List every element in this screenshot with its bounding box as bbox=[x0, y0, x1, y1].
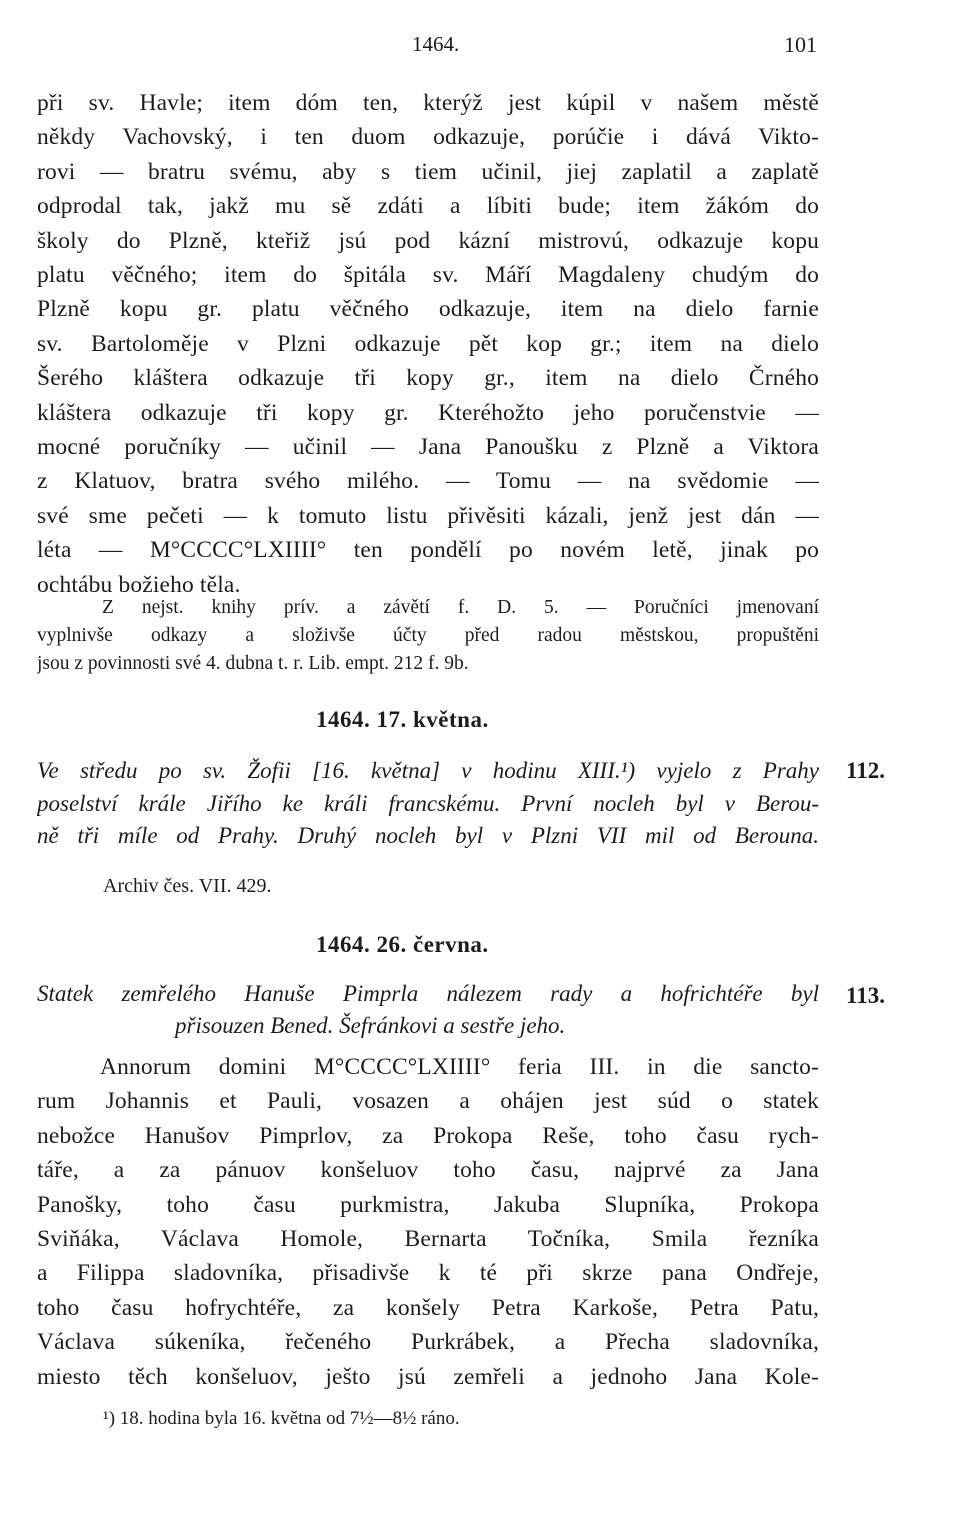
footnote: ¹) 18. hodina byla 16. května od 7½—8½ ráno. bbox=[103, 1408, 460, 1429]
text-line: Sviňáka, Václava Homole, Bernarta Točníka, Smila řezníka bbox=[37, 1226, 819, 1253]
text-line: kláštera odkazuje tři kopy gr. Kteréhožto jeho poručenstvie — bbox=[37, 399, 819, 426]
page-number: 101 bbox=[784, 32, 817, 57]
text-line: někdy Vachovský, i ten duom odkazuje, porúčie i dává Vikto- bbox=[37, 124, 819, 151]
text-line: platu věčného; item do špitála sv. Máří Magdaleny chudým do bbox=[37, 262, 819, 289]
text-line: školy do Plzně, kteřiž jsú pod kázní mistrovú, odkazuje kopu bbox=[37, 227, 819, 254]
entry-heading-113: 1464. 26. června. bbox=[316, 932, 489, 957]
text-line: toho času hofrychtéřе, za konšely Petra Karkoše, Petra Patu, bbox=[37, 1294, 819, 1321]
text-line: Václava súkeníka, řečeného Purkrábek, a Přecha sladovníka, bbox=[37, 1329, 819, 1356]
text-line: Annorum domini M°CCCC°LXIIII° feria III. in die sancto- bbox=[100, 1054, 819, 1080]
entry-number-113: 113. bbox=[846, 983, 885, 1008]
text-line: odprodal tak, jakž mu sě zdáti a líbiti bude; item žákóm do bbox=[37, 193, 819, 220]
text-line: sv. Bartoloměje v Plzni odkazuje pět kop gr.; item na dielo bbox=[37, 330, 819, 357]
page-header bbox=[0, 32, 960, 62]
note-line: jsou z povinnosti své 4. dubna t. r. Lib. empt. 212 f. 9b. bbox=[37, 653, 469, 674]
title-line: Statek zemřelého Hanuše Pimprla nálezem rady a hofrichtéře byl bbox=[37, 981, 819, 1006]
paragraph-will-continuation bbox=[37, 86, 819, 602]
title-line: ně tři míle od Prahy. Druhý nocleh byl v Plzni VII mil od Berouna. bbox=[37, 823, 819, 848]
entry-title-112 bbox=[37, 755, 819, 853]
title-line: přisouzen Bened. Šefránkovi a sestře jeho. bbox=[175, 1013, 566, 1038]
text-line: mocné poručníky — učinil — Jana Panoušku z Plzně a Viktora bbox=[37, 434, 819, 461]
source-note bbox=[37, 594, 819, 678]
entry-heading-112: 1464. 17. května. bbox=[316, 707, 489, 732]
text-line: rum Johannis et Pauli, vosazen a ohájen jest súd o statek bbox=[37, 1088, 819, 1115]
text-line: své sme pečeti — k tomuto listu přivěsiti kázali, jenž jest dán — bbox=[37, 502, 819, 529]
text-line: tářе, a za pánuov konšeluov toho času, najprvé za Jana bbox=[37, 1157, 819, 1184]
text-line: nebožce Hanušov Pimprlov, za Prokopa Reše, toho času rych- bbox=[37, 1122, 819, 1149]
text-line: miesto těch konšeluov, ješto jsú zemřeli a jednoho Jana Kole- bbox=[37, 1363, 819, 1390]
source-reference-112: Archiv čes. VII. 429. bbox=[103, 875, 272, 897]
text-line: rovi — bratru svému, aby s tiem učinil, jiej zaplatil a zaplatě bbox=[37, 158, 819, 185]
title-line: Ve středu po sv. Žofii [16. května] v hodinu XIII.¹) vyjelo z Prahy bbox=[37, 758, 819, 783]
paragraph-entry-113 bbox=[37, 1050, 819, 1394]
text-line: ochtábu božieho těla. bbox=[37, 571, 241, 598]
text-line: při sv. Havle; item dóm ten, kterýž jest kúpil v našem městě bbox=[37, 90, 819, 116]
title-line: poselství krále Jiřího ke králi francskému. První nocleh byl v Berou- bbox=[37, 790, 819, 816]
text-line: léta — M°CCCC°LXIIII° ten pondělí po novém letě, jinak po bbox=[37, 537, 819, 564]
text-line: Plzně kopu gr. platu věčného odkazuje, item na dielo farnie bbox=[37, 296, 819, 323]
text-line: z Klatuov, bratra svého milého. — Tomu — na svědomie — bbox=[37, 468, 819, 495]
running-head-year: 1464. bbox=[412, 32, 460, 56]
text-line: Šerého kláštera odkazuje tři kopy gr., item na dielo Črného bbox=[37, 365, 819, 392]
note-line: vyplnivše odkazy a složivše účty před radou městskou, propuštěni bbox=[37, 625, 819, 646]
text-line: Panošky, toho času purkmistra, Jakuba Slupníka, Prokopa bbox=[37, 1191, 819, 1218]
note-line: Z nejst. knihy prív. a závětí f. D. 5. — Poručníci jmenovaní bbox=[102, 597, 819, 618]
text-line: a Filippa sladovníka, přisadivše k té při skrze pana Ondřeje, bbox=[37, 1260, 819, 1287]
entry-title-113 bbox=[37, 978, 819, 1042]
entry-number-112: 112. bbox=[846, 758, 885, 783]
